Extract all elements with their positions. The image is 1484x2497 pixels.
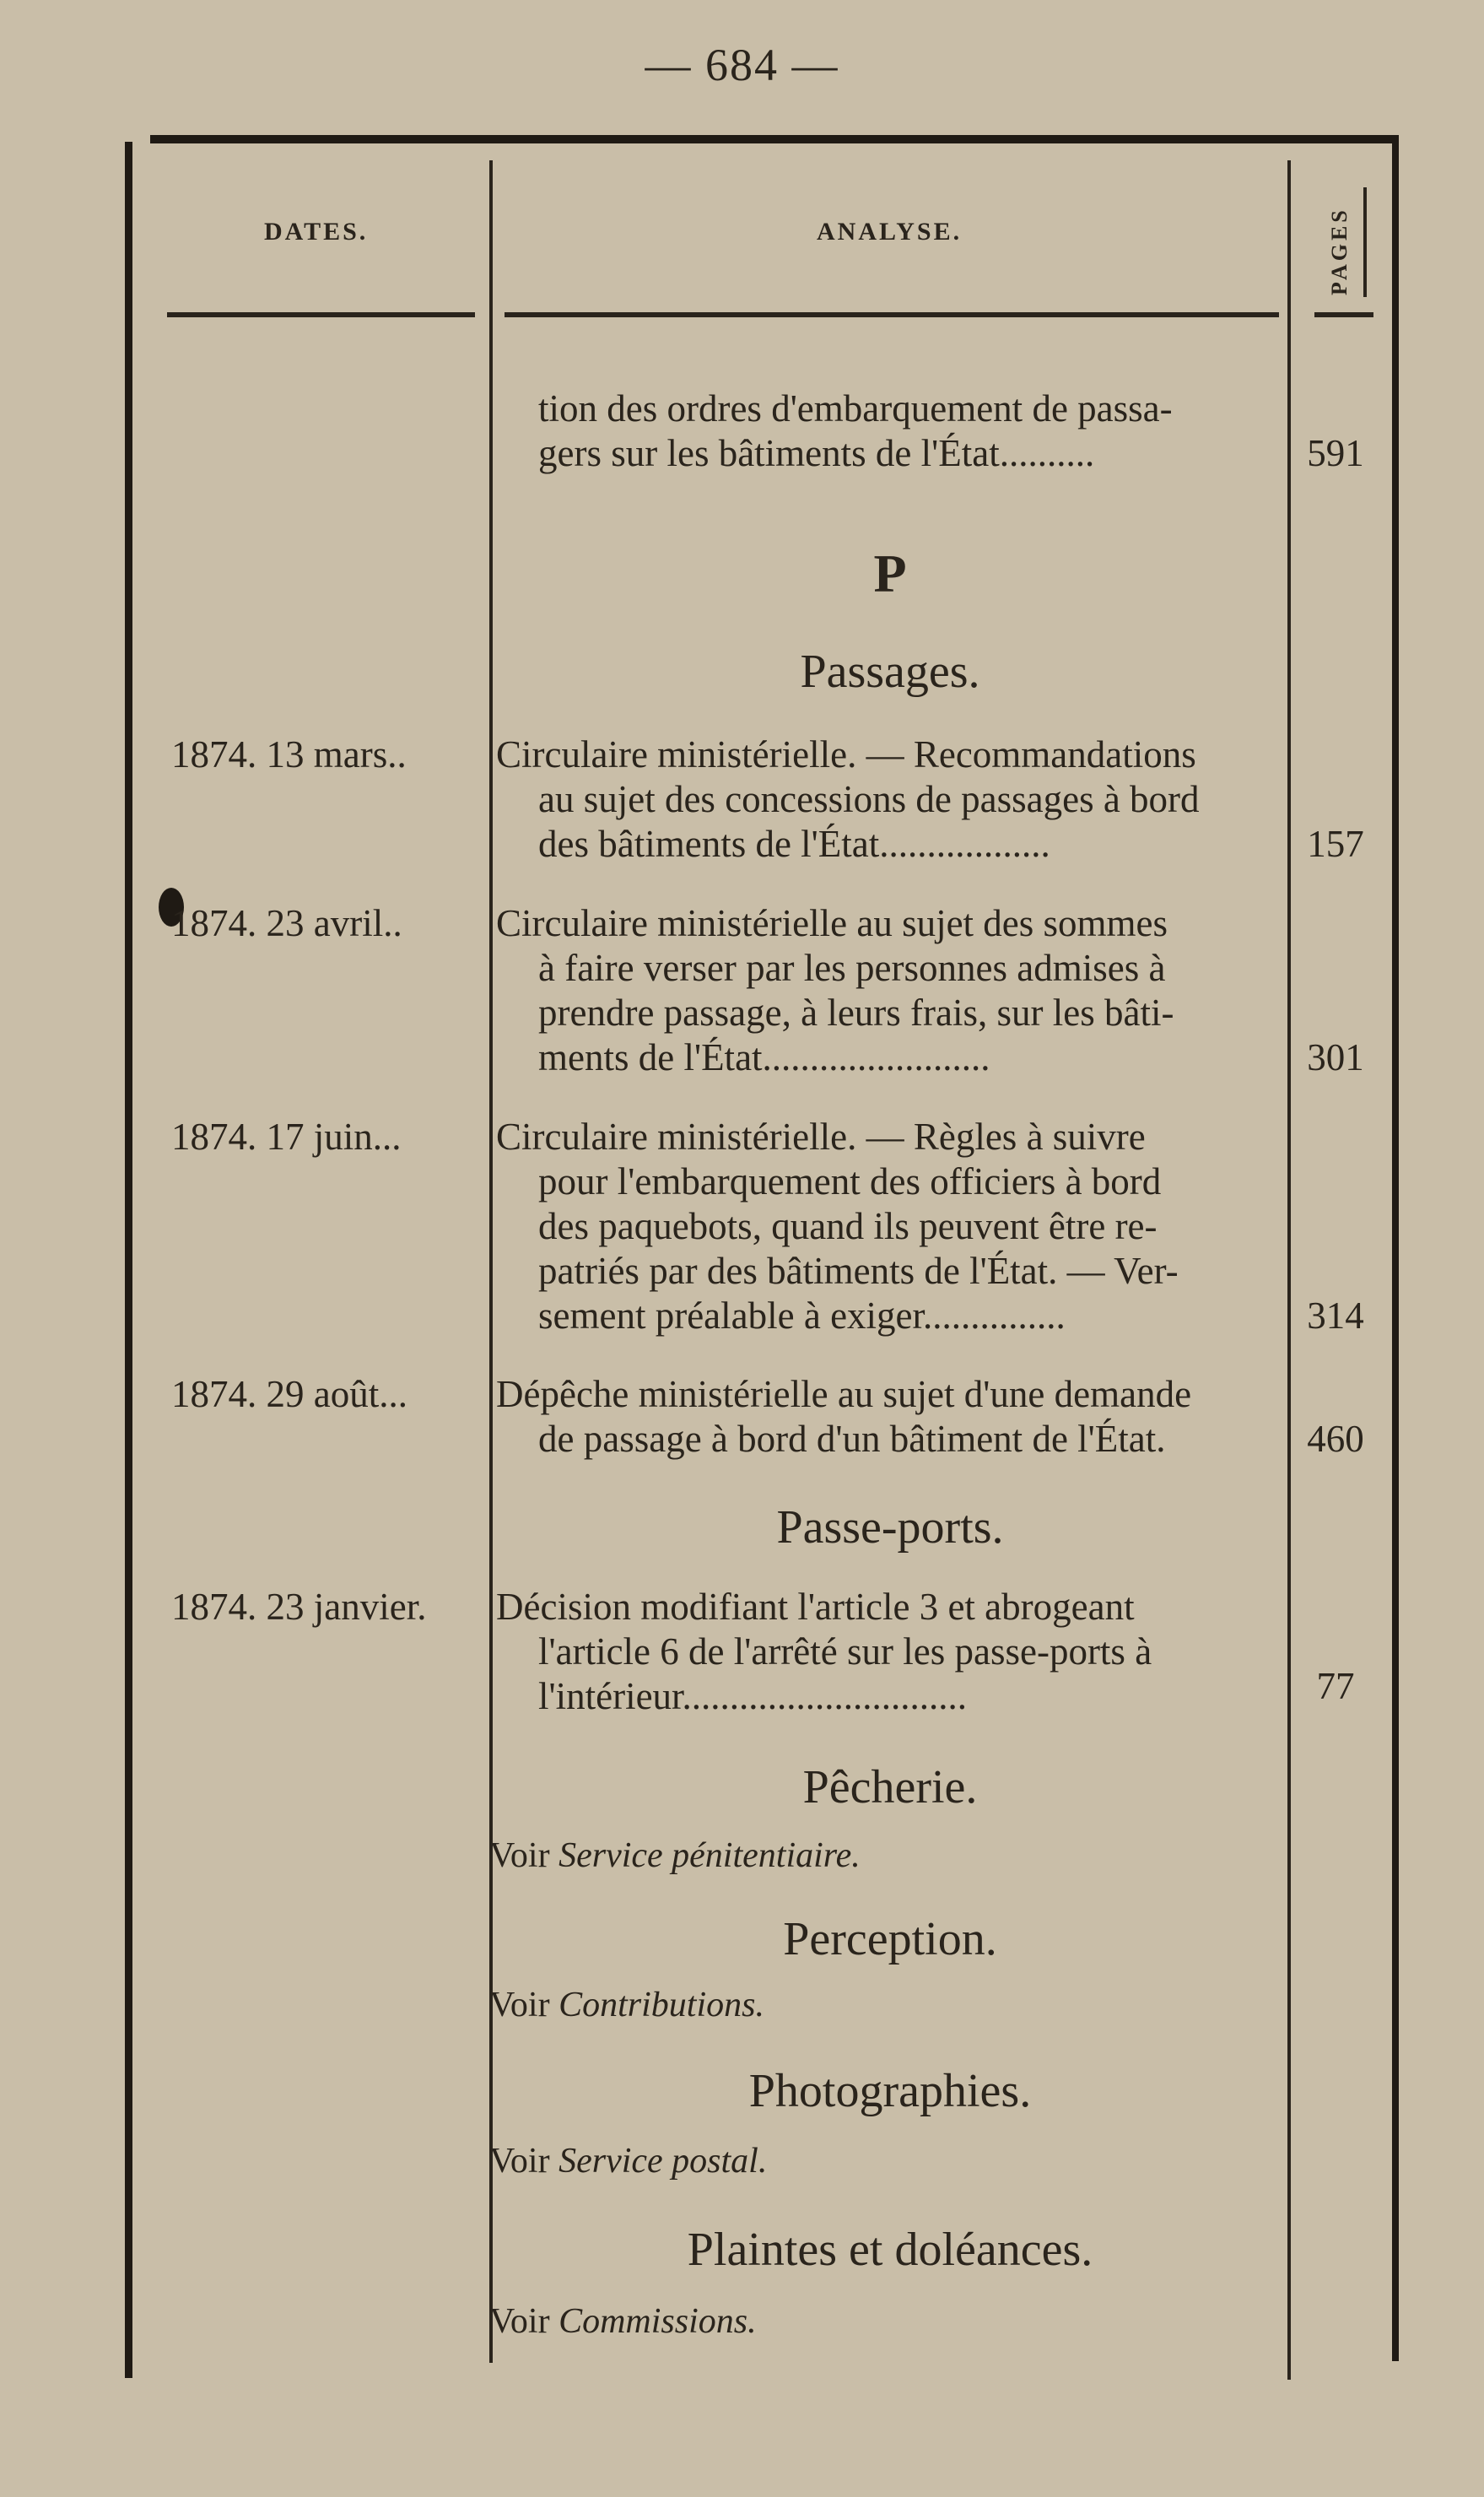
continuation-line: tion des ordres d'embarquement de passa-	[538, 387, 1173, 430]
entry-page: 157	[1307, 823, 1364, 865]
see-target: Commissions.	[559, 2302, 757, 2341]
see-prefix: Voir	[489, 1986, 550, 2024]
section-title-perception: Perception.	[783, 1913, 997, 1965]
entry-line: des paquebots, quand ils peuvent être re-	[538, 1205, 1158, 1247]
entry-date: 1874. 23 janvier.	[171, 1586, 427, 1628]
entry-line: ments de l'État........................	[538, 1036, 990, 1078]
header-pages: PAGES	[1327, 207, 1352, 295]
entry-line: Circulaire ministérielle au sujet des sommes	[496, 902, 1168, 944]
entry-line: des bâtiments de l'État..................	[538, 823, 1050, 865]
right-rule	[1392, 142, 1399, 2361]
see-prefix: Voir	[489, 2142, 550, 2181]
see-reference	[489, 2143, 767, 2179]
entry-line: Dépêche ministérielle au sujet d'une demande	[496, 1373, 1192, 1415]
letter-heading: P	[873, 543, 907, 603]
section-title-plaintes: Plaintes et doléances.	[687, 2224, 1093, 2276]
pages-header-bar	[1363, 187, 1367, 297]
entry-date: 1874. 29 août...	[171, 1373, 407, 1415]
section-title-passe-ports: Passe-ports.	[776, 1501, 1004, 1554]
see-reference	[489, 2304, 757, 2339]
header-rule-pages	[1314, 312, 1373, 317]
entry-line: l'article 6 de l'arrêté sur les passe-ports à	[538, 1630, 1152, 1673]
entry-line: l'intérieur..............................	[538, 1675, 968, 1717]
see-prefix: Voir	[489, 2302, 550, 2341]
see-prefix: Voir	[489, 1836, 550, 1875]
entry-line: pour l'embarquement des officiers à bord	[538, 1160, 1162, 1203]
section-title-passages: Passages.	[800, 646, 980, 698]
header-rule-dates	[167, 312, 475, 317]
see-target: Service postal.	[559, 2142, 768, 2181]
section-title-pecherie: Pêcherie.	[802, 1761, 978, 1813]
entry-line: à faire verser par les personnes admises à	[538, 947, 1166, 989]
index-table	[125, 135, 1399, 2371]
see-reference	[489, 1838, 861, 1873]
page-number: — 684 —	[645, 40, 839, 90]
entry-date: 1874. 13 mars..	[171, 733, 407, 776]
continuation-line: gers sur les bâtiments de l'État..........	[538, 432, 1095, 474]
see-target: Service pénitentiaire.	[559, 1836, 861, 1875]
header-analyse: ANALYSE.	[817, 218, 963, 246]
entry-line: au sujet des concessions de passages à bord	[538, 778, 1200, 820]
dates-column-separator	[489, 160, 493, 2363]
left-rule	[125, 142, 132, 2378]
entry-date: 1874. 23 avril..	[171, 902, 402, 944]
entry-line: Circulaire ministérielle. — Règles à suivre	[496, 1116, 1146, 1158]
entry-page: 77	[1316, 1665, 1355, 1707]
entry-line: patriés par des bâtiments de l'État. — Ver-	[538, 1250, 1179, 1292]
entry-page: 314	[1307, 1294, 1364, 1337]
pages-column-separator	[1287, 160, 1291, 2380]
top-rule	[150, 135, 1399, 143]
see-reference	[489, 1987, 764, 2023]
entry-page: 301	[1307, 1036, 1364, 1078]
continuation-page: 591	[1307, 432, 1364, 474]
header-rule-analyse	[505, 312, 1279, 317]
header-dates: DATES.	[264, 218, 369, 246]
see-target: Contributions.	[559, 1986, 764, 2024]
entry-line: de passage à bord d'un bâtiment de l'État.	[538, 1418, 1166, 1460]
entry-line: Circulaire ministérielle. — Recommandations	[496, 733, 1196, 776]
entry-date: 1874. 17 juin...	[171, 1116, 402, 1158]
entry-line: Décision modifiant l'article 3 et abrogeant	[496, 1586, 1135, 1628]
entry-page: 460	[1307, 1418, 1364, 1460]
entry-line: sement préalable à exiger...............	[538, 1294, 1066, 1337]
entry-line: prendre passage, à leurs frais, sur les bâti-	[538, 992, 1174, 1034]
section-title-photographies: Photographies.	[748, 2065, 1032, 2117]
